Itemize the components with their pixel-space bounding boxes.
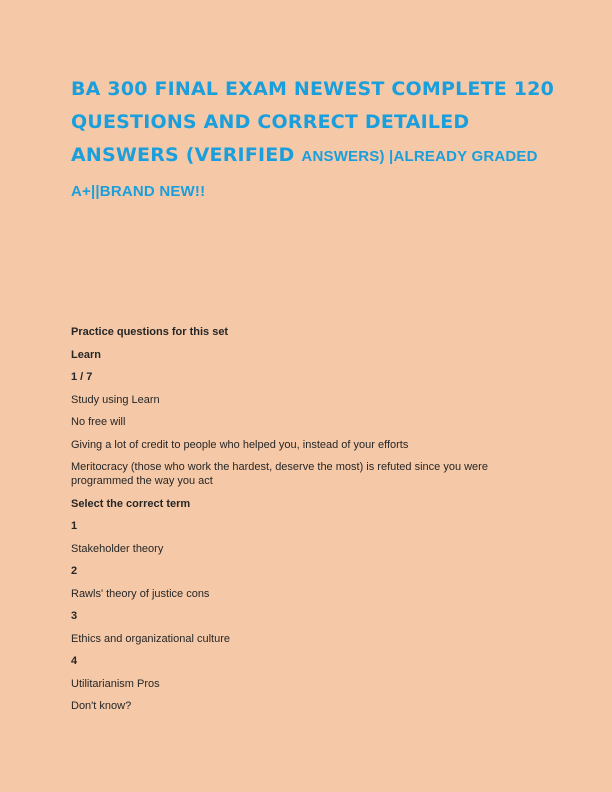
- heading-practice-questions: Practice questions for this set: [71, 326, 229, 338]
- answer-text: Giving a lot of credit to people who helped you, instead of your efforts: [71, 438, 409, 451]
- heading-select-correct-term: Select the correct term: [71, 497, 191, 510]
- answer-text: No free will: [71, 416, 126, 428]
- text-study-using-learn: Study using Learn: [71, 393, 160, 406]
- title-line-4: [71, 171, 541, 206]
- question-text: Meritocracy (those who work the hardest, deserve the most) is refuted since you were programmed the way you act: [71, 461, 488, 487]
- term-number-2: 2: [71, 565, 78, 577]
- document-title: [71, 70, 555, 206]
- title-text-large: ANSWERS (VERIFIED: [71, 144, 295, 166]
- title-line-2: [71, 103, 541, 136]
- term-number-1: 1: [71, 520, 78, 532]
- label-learn: Learn: [71, 348, 101, 361]
- title-line-3: [71, 136, 541, 171]
- title-text-large: QUESTIONS AND CORRECT DETAILED: [71, 111, 470, 133]
- term-option-stakeholder-theory: Stakeholder theory: [71, 542, 164, 555]
- progress-counter: 1 / 7: [71, 371, 93, 383]
- question-set-content: [71, 325, 541, 713]
- term-number-4: 4: [71, 655, 78, 667]
- term-option-ethics-org-culture: Ethics and organizational culture: [71, 632, 230, 645]
- title-text-large: BA 300 FINAL EXAM NEWEST COMPLETE 120: [71, 78, 555, 100]
- page-content-area: [0, 70, 612, 713]
- title-line-1: [71, 70, 555, 103]
- title-text-small: A+||BRAND NEW!!: [71, 183, 206, 200]
- title-text-small: ANSWERS) |ALREADY GRADED: [301, 148, 538, 165]
- term-option-utilitarianism-pros: Utilitarianism Pros: [71, 677, 160, 690]
- term-number-3: 3: [71, 610, 78, 622]
- text-dont-know: Don't know?: [71, 700, 132, 712]
- term-option-rawls-theory: Rawls' theory of justice cons: [71, 587, 210, 600]
